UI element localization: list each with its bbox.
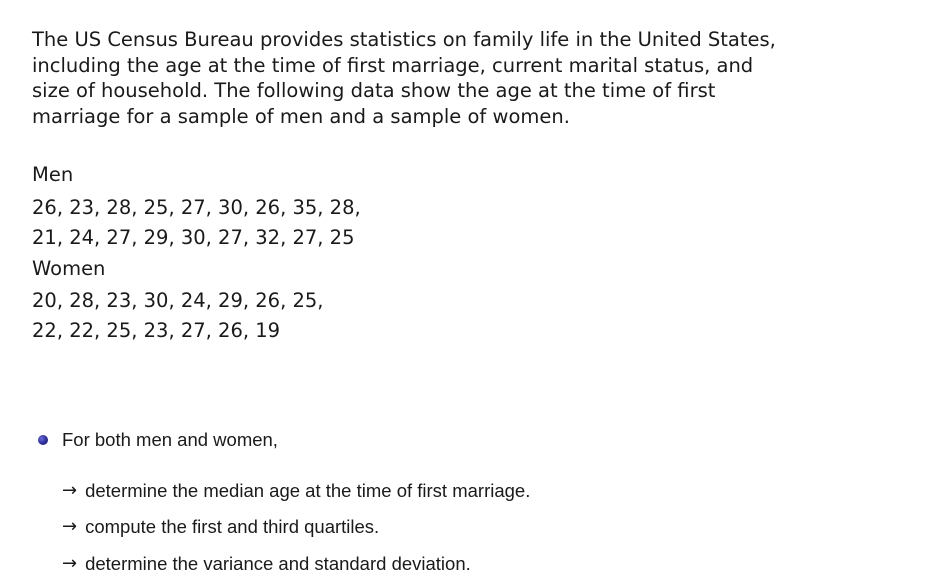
- bullet-text: For both men and women,: [62, 429, 278, 450]
- right-arrow-icon: →: [62, 516, 78, 537]
- intro-paragraph: The US Census Bureau provides statistics on family life in the United States, including the age at the time of first marriage, current marital status, and size of household. The following data show the age at the time of first marriage for a sample of men and a sample of women.: [32, 28, 776, 128]
- task-text: compute the first and third quartiles.: [85, 516, 380, 537]
- bullet-item: [38, 428, 278, 452]
- task-item: [62, 515, 379, 539]
- task-item: [62, 552, 471, 576]
- task-text: determine the median age at the time of first marriage.: [85, 480, 531, 501]
- men-data-line-2: 21, 24, 27, 29, 30, 27, 32, 27, 25: [32, 226, 355, 249]
- right-arrow-icon: →: [62, 553, 78, 574]
- task-text: determine the variance and standard deviation.: [85, 553, 471, 574]
- men-data-line-1: 26, 23, 28, 25, 27, 30, 26, 35, 28,: [32, 196, 361, 219]
- men-label: Men: [32, 163, 74, 186]
- women-data-line-2: 22, 22, 25, 23, 27, 26, 19: [32, 319, 281, 342]
- task-item: [62, 479, 530, 503]
- bullet-dot-icon: [38, 435, 48, 445]
- right-arrow-icon: →: [62, 480, 78, 501]
- women-data-line-1: 20, 28, 23, 30, 24, 29, 26, 25,: [32, 289, 324, 312]
- women-label: Women: [32, 257, 106, 280]
